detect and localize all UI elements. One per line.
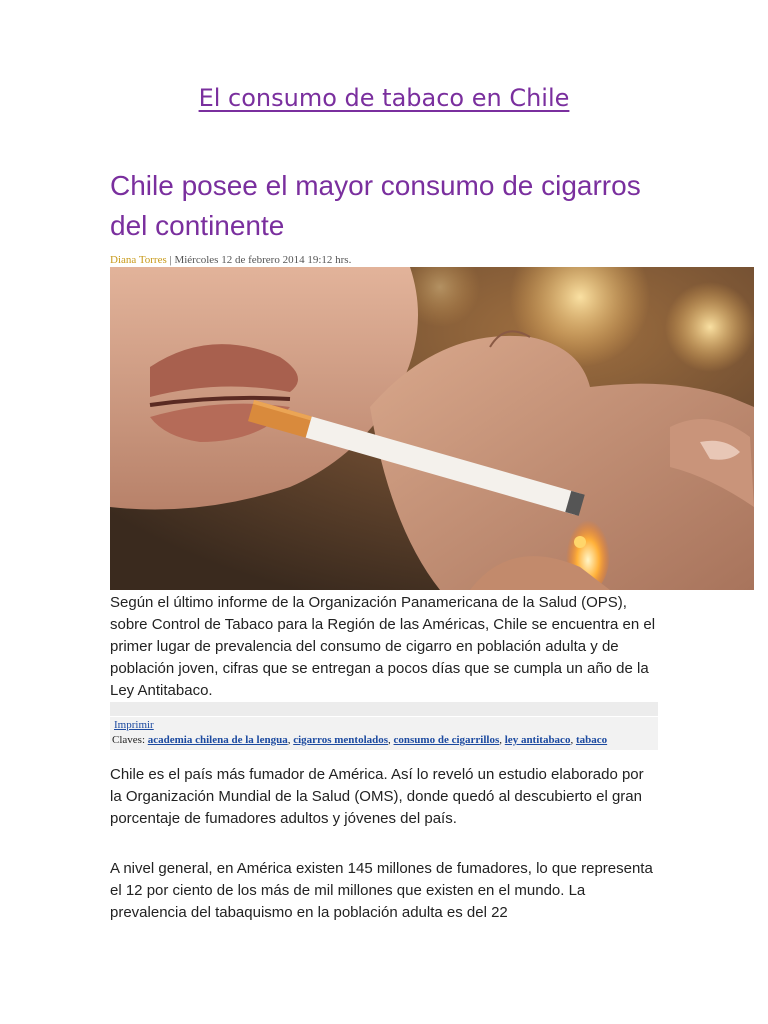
article-tools	[110, 702, 658, 750]
author-link[interactable]: Diana Torres	[110, 254, 167, 266]
print-link[interactable]: Imprimir	[114, 719, 154, 731]
article-paragraph-1: Según el último informe de la Organización Panamericana de la Salud (OPS), sobre Control de Tabaco para la Región de las Américas, Chile se encuentra en el primer lugar de prevalencia del consumo de cigarro en población adulta y de población joven, cifras que se entregan a pocos días que se cumpla un año de la Ley Antitabaco.	[110, 594, 656, 699]
document-title: El consumo de tabaco en Chile	[198, 84, 570, 112]
article-paragraph-2: Chile es el país más fumador de América. Así lo reveló un estudio elaborado por la Organización Mundial de la Salud (OMS), donde quedó al descubierto el gran porcentaje de fumadores adultos y jóvenes del país.	[110, 766, 644, 827]
article-headline: Chile posee el mayor consumo de cigarros del continente	[110, 170, 641, 241]
byline	[110, 254, 351, 266]
keywords-line: Claves: academia chilena de la lengua, cigarros mentolados, consumo de cigarrillos, ley antitabaco, tabaco	[112, 734, 608, 746]
smoking-photo-illustration	[110, 267, 754, 590]
tools-top-bar	[110, 702, 658, 717]
tools-keywords-box	[110, 717, 658, 750]
keyword-link[interactable]: tabaco	[575, 734, 608, 746]
keywords-label: Claves:	[112, 734, 148, 746]
keyword-link[interactable]: cigarros mentolados	[293, 734, 389, 746]
keyword-link[interactable]: academia chilena de la lengua	[147, 734, 288, 746]
article-paragraph-3: A nivel general, en América existen 145 millones de fumadores, lo que representa el 12 por ciento de los más de mil millones que existen en el mundo. La prevalencia del tabaquismo en la población adulta es del 22	[110, 860, 653, 921]
keyword-link[interactable]: ley antitabaco	[504, 734, 571, 746]
article-photo	[110, 267, 754, 590]
publish-date: | Miércoles 12 de febrero 2014 19:12 hrs.	[166, 254, 352, 266]
keyword-link[interactable]: consumo de cigarrillos	[393, 734, 500, 746]
